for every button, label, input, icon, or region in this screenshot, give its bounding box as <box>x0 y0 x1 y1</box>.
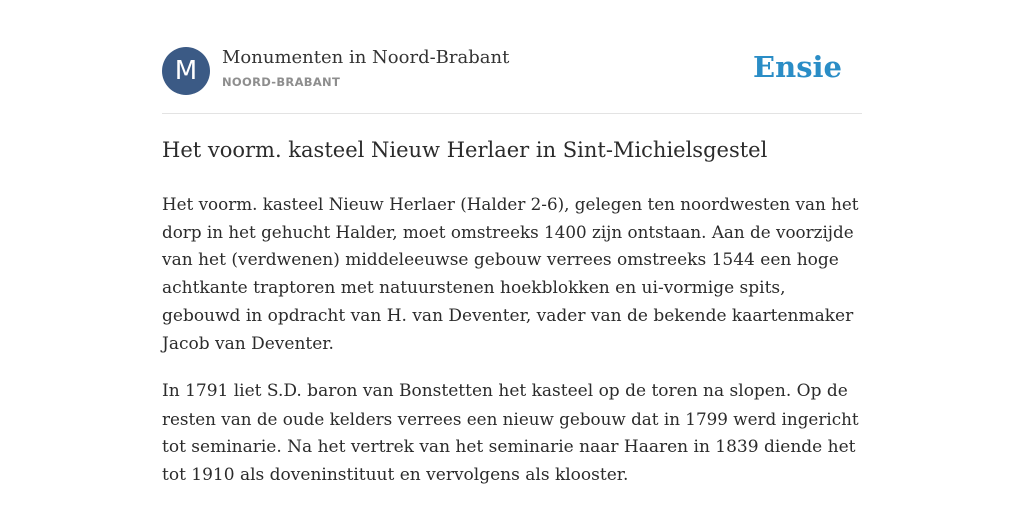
paragraph-1 <box>162 190 862 358</box>
paragraph-line: tot seminarie. Na het vertrek van het seminarie naar Haaren in 1839 diende het <box>162 437 856 457</box>
publication-name[interactable]: Monumenten in Noord-Brabant <box>222 47 510 68</box>
ensie-logo[interactable]: Ensie <box>753 50 842 84</box>
paragraph-line: gebouwd in opdracht van H. van Deventer, vader van de bekende kaartenmaker <box>162 306 854 326</box>
page-title: Het voorm. kasteel Nieuw Herlaer in Sint-Michielsgestel <box>162 138 768 162</box>
paragraph-line: achtkante traptoren met natuurstenen hoekblokken en ui-vormige spits, <box>162 278 786 298</box>
paragraph-line: dorp in het gehucht Halder, moet omstreeks 1400 zijn ontstaan. Aan de voorzijde <box>162 222 854 242</box>
paragraph-line: In 1791 liet S.D. baron van Bonstetten het kasteel op de toren na slopen. Op de <box>162 381 848 401</box>
paragraph-line: tot 1910 als doveninstituut en vervolgens als klooster. <box>162 465 629 485</box>
paragraph-line: van het (verdwenen) middeleeuwse gebouw verrees omstreeks 1544 een hoge <box>162 250 839 270</box>
article-card <box>162 0 862 512</box>
paragraph-2 <box>162 377 862 489</box>
publication-subtitle: NOORD-BRABANT <box>222 75 341 89</box>
publication-header <box>162 46 862 96</box>
paragraph-line: resten van de oude kelders verrees een nieuw gebouw dat in 1799 werd ingericht <box>162 409 859 429</box>
divider <box>162 113 862 114</box>
avatar[interactable]: M <box>162 47 210 95</box>
paragraph-line: Het voorm. kasteel Nieuw Herlaer (Halder 2-6), gelegen ten noordwesten van het <box>162 194 859 214</box>
paragraph-line: Jacob van Deventer. <box>162 334 334 354</box>
